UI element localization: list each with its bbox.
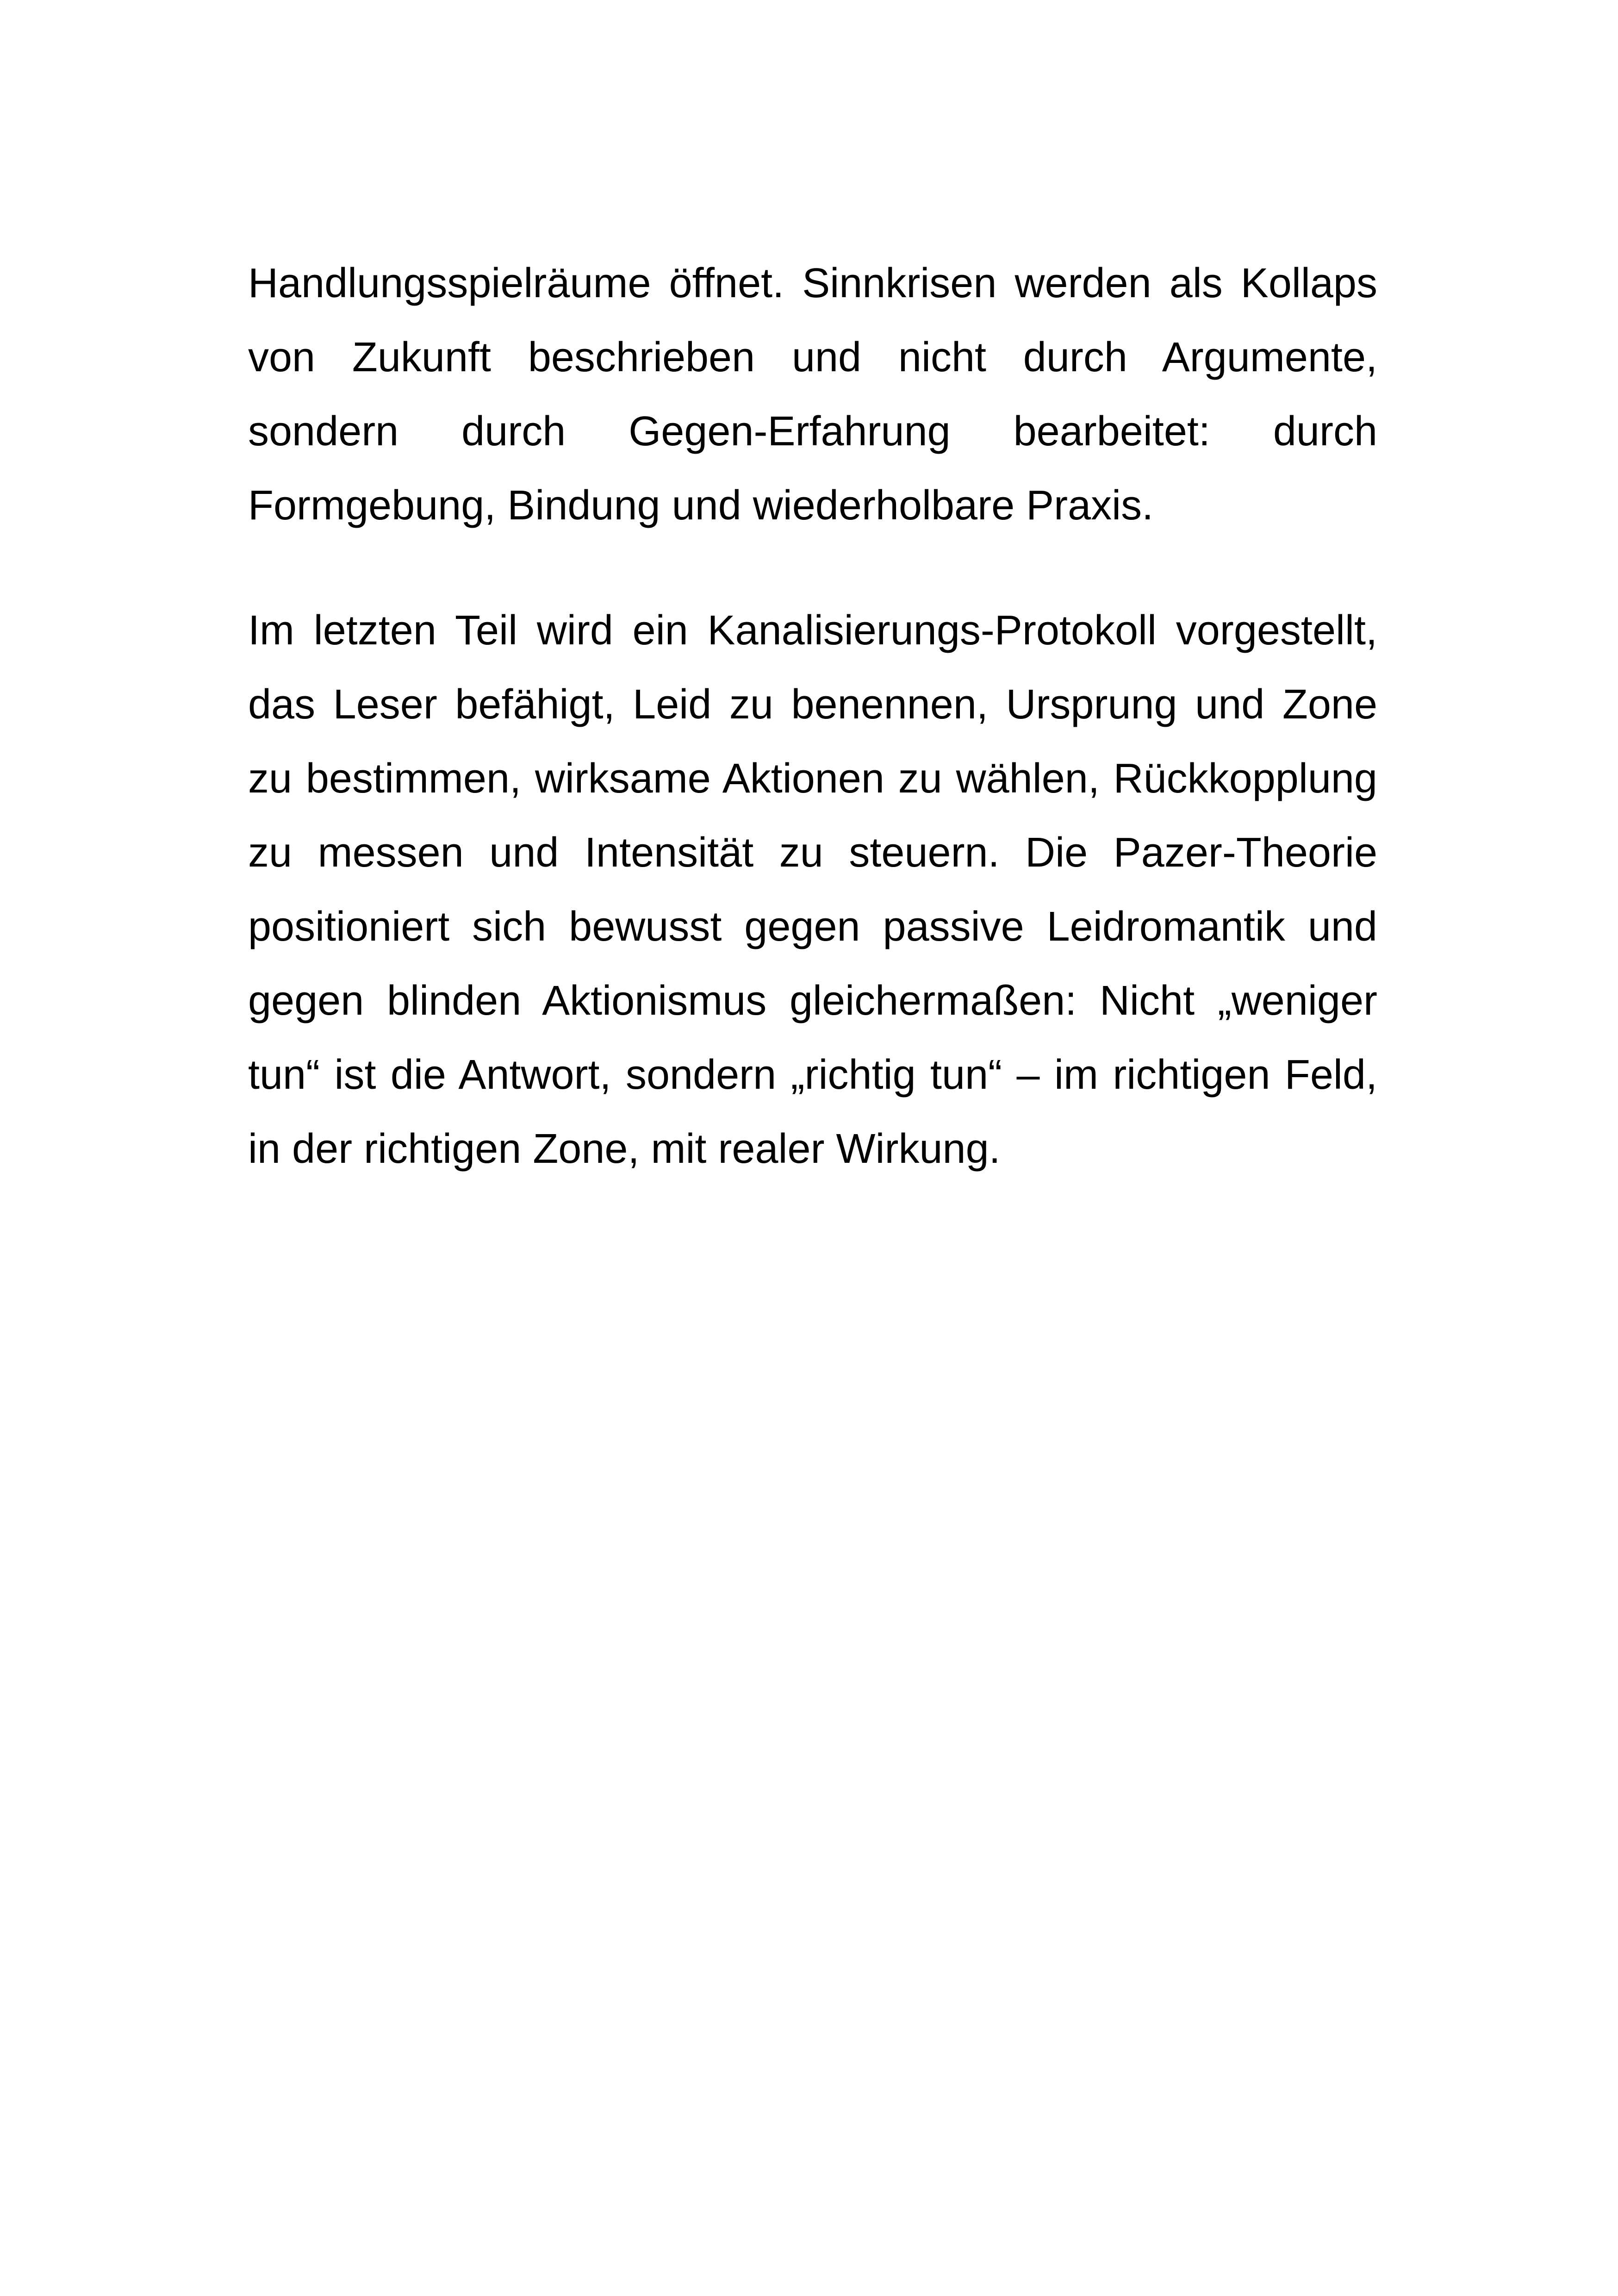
- text-line: in der richtigen Zone, mit realer Wirkung.: [248, 1126, 1001, 1172]
- body-text: [248, 246, 1377, 1186]
- paragraph-spacer: [248, 543, 1377, 593]
- text-line: tun“ ist die Antwort, sondern „richtig tun“ – im richtigen Feld,: [248, 1052, 1377, 1098]
- text-line: positioniert sich bewusst gegen passive Leidromantik und: [248, 904, 1377, 950]
- text-line: zu messen und Intensität zu steuern. Die Pazer-Theorie: [248, 830, 1377, 876]
- text-line: zu bestimmen, wirksame Aktionen zu wählen, Rückkopplung: [248, 755, 1377, 802]
- text-line: von Zukunft beschrieben und nicht durch Argumente,: [248, 334, 1377, 381]
- paragraph-1: [248, 246, 1377, 543]
- text-line: Formgebung, Bindung und wiederholbare Praxis.: [248, 482, 1154, 529]
- text-line: sondern durch Gegen-Erfahrung bearbeitet: durch: [248, 408, 1377, 455]
- text-line: Handlungsspielräume öffnet. Sinnkrisen werden als Kollaps: [248, 260, 1377, 306]
- paragraph-2: [248, 593, 1377, 1186]
- text-line: Im letzten Teil wird ein Kanalisierungs-Protokoll vorgestellt,: [248, 607, 1377, 654]
- text-line: das Leser befähigt, Leid zu benennen, Ursprung und Zone: [248, 681, 1377, 728]
- text-line: gegen blinden Aktionismus gleichermaßen: Nicht „weniger: [248, 978, 1377, 1024]
